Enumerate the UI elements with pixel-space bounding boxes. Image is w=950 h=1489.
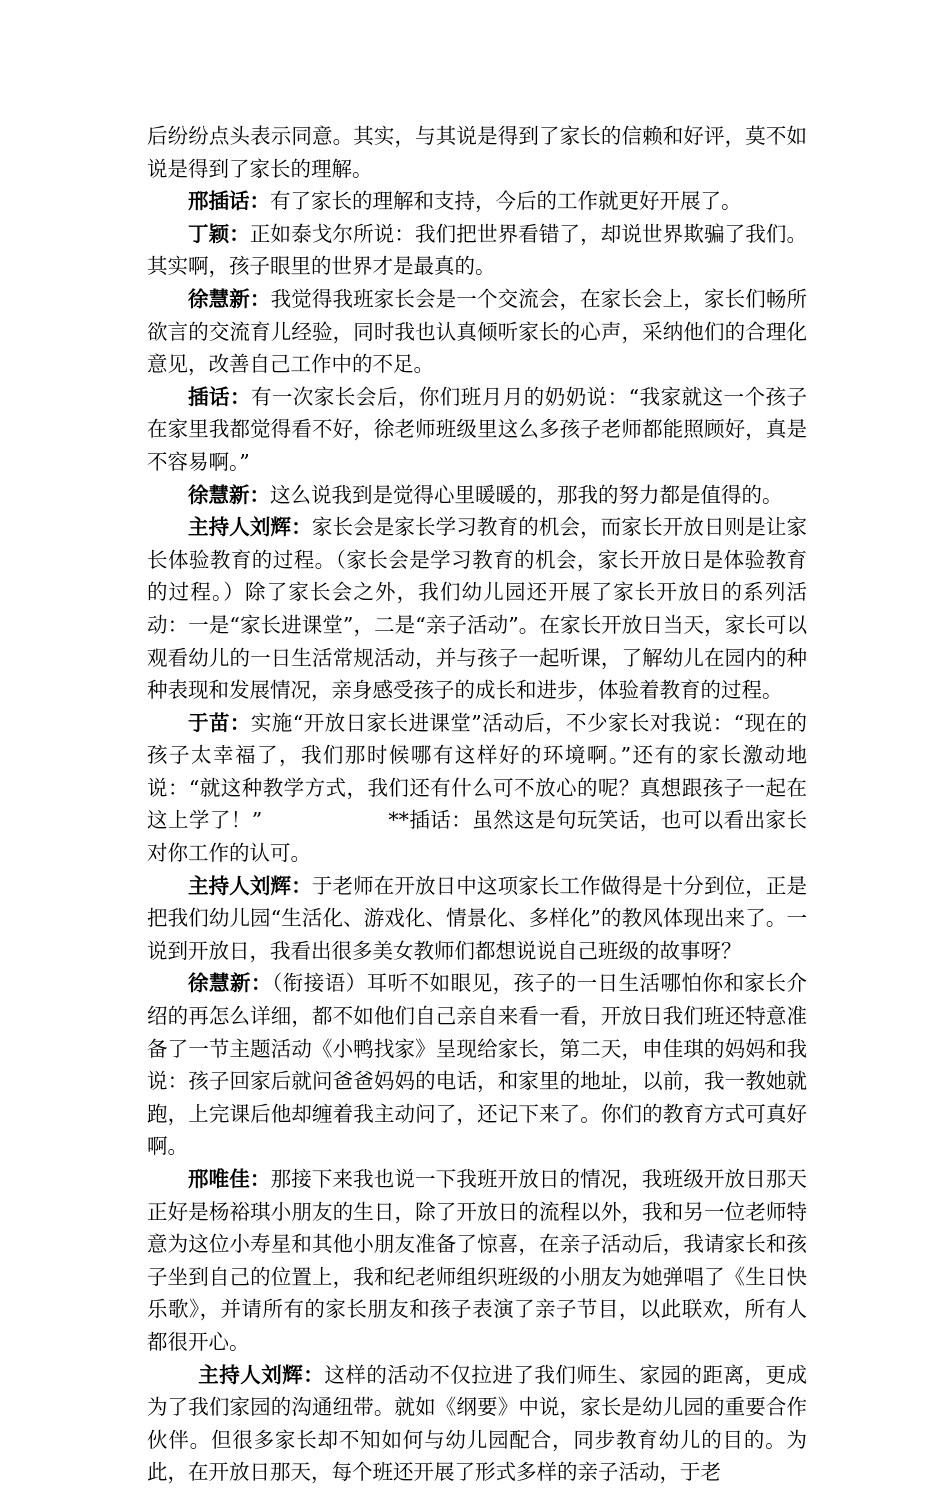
speaker-label: 邢插话：: [188, 189, 270, 214]
speaker-label: 邢唯佳：: [188, 1167, 271, 1191]
speaker-label: 插话：: [188, 384, 251, 409]
paragraph-1: [147, 120, 807, 185]
speaker-label: 徐慧新：: [188, 482, 270, 507]
paragraph-text: 家长会是家长学习教育的机会，而家长开放日则是让家长体验教育的过程。（家长会是学习教育的机会，家长开放日是体验教育的过程。）除了家长会之外，我们幼儿园还开展了家长开放日的系列活动：一是“家长进课堂”，二是“亲子活动”。在家长开放日当天，家长可以观看幼儿的一日生活常规活动，并与孩子一起听课，了解幼儿在园内的种种表现和发展情况，亲身感受孩子的成长和进步，体验着教育的过程。: [147, 515, 807, 703]
paragraph-7: [147, 511, 807, 707]
paragraph-text: 这么说我到是觉得心里暖暖的，那我的努力都是值得的。: [270, 482, 783, 507]
paragraph-3: [147, 218, 807, 283]
paragraph-text: 实施“开放日家长进课堂”活动后，不少家长对我说：“现在的孩子太幸福了，我们那时候哪有这样好的环境啊。”还有的家长激动地说：“就这种教学方式，我们还有什么可不放心的呢？真想跟孩子一起在这上学了！” **插话：虽然这是句玩笑话，也可以看出家长对你工作的认可。: [147, 710, 807, 866]
paragraph-text: 有一次家长会后，你们班月月的奶奶说：“我家就这一个孩子在家里我都觉得看不好，徐老师班级里这么多孩子老师都能照顾好，真是不容易啊。”: [147, 384, 807, 474]
paragraph-4: [147, 283, 807, 381]
speaker-label: 主持人刘辉：: [188, 515, 312, 540]
paragraph-text: 正如泰戈尔所说：我们把世界看错了，却说世界欺骗了我们。其实啊，孩子眼里的世界才是最真的。: [147, 221, 808, 279]
speaker-label: 主持人刘辉：: [188, 873, 312, 898]
speaker-label: 丁颖：: [188, 221, 250, 246]
paragraph-6: [147, 479, 807, 512]
speaker-label: 徐慧新：: [188, 971, 272, 996]
paragraph-text: （衔接语）耳听不如眼见，孩子的一日生活哪怕你和家长介绍的再怎么详细，都不如他们自己亲自来看一看，开放日我们班还特意准备了一节主题活动《小鸭找家》呈现给家长，第二天，申佳琪的妈妈和我说：孩子回家后就问爸爸妈妈的电话，和家里的地址，以前，我一教她就跑，上完课后他却缠着我主动问了，还记下来了。你们的教育方式可真好啊。: [147, 971, 808, 1159]
paragraph-5: [147, 381, 807, 479]
paragraph-text: 这样的活动不仅拉进了我们师生、家园的距离，更成为了我们家园的沟通纽带。就如《纲要》中说，家长是幼儿园的重要合作伙伴。但很多家长却不知如何与幼儿园配合，同步教育幼儿的目的。为此，在开放日那天，每个班还开展了形式多样的亲子活动，于老: [147, 1362, 808, 1485]
speaker-label: 主持人刘辉：: [198, 1362, 325, 1387]
paragraph-text: 于老师在开放日中这项家长工作做得是十分到位，正是把我们幼儿园“生活化、游戏化、情景化、多样化”的教风体现出来了。一说到开放日，我看出很多美女教师们都想说说自己班级的故事呀？: [147, 873, 807, 963]
document-page: [147, 120, 807, 1489]
paragraph-text: 我觉得我班家长会是一个交流会，在家长会上，家长们畅所欲言的交流育儿经验，同时我也认真倾听家长的心声，采纳他们的合理化意见，改善自己工作中的不足。: [147, 286, 808, 377]
paragraph-8: [147, 707, 807, 870]
paragraph-2: [147, 185, 807, 218]
paragraph-text: 有了家长的理解和支持，今后的工作就更好开展了。: [270, 189, 742, 214]
paragraph-10: [147, 967, 807, 1163]
paragraph-12: [147, 1359, 807, 1489]
paragraph-9: [147, 870, 807, 968]
speaker-label: 徐慧新：: [188, 286, 271, 311]
paragraph-text: 那接下来我也说一下我班开放日的情况，我班级开放日那天正好是杨裕琪小朋友的生日，除了开放日的流程以外，我和另一位老师特意为这位小寿星和其他小朋友准备了惊喜，在亲子活动后，我请家长和孩子坐到自己的位置上，我和纪老师组织班级的小朋友为她弹唱了《生日快乐歌》，并请所有的家长朋友和孩子表演了亲子节目，以此联欢，所有人都很开心。: [147, 1167, 808, 1354]
paragraph-11: [147, 1163, 807, 1359]
paragraph-text: 后纷纷点头表示同意。其实，与其说是得到了家长的信赖和好评，莫不如说是得到了家长的理解。: [147, 124, 807, 181]
speaker-label: 于苗：: [188, 710, 251, 735]
